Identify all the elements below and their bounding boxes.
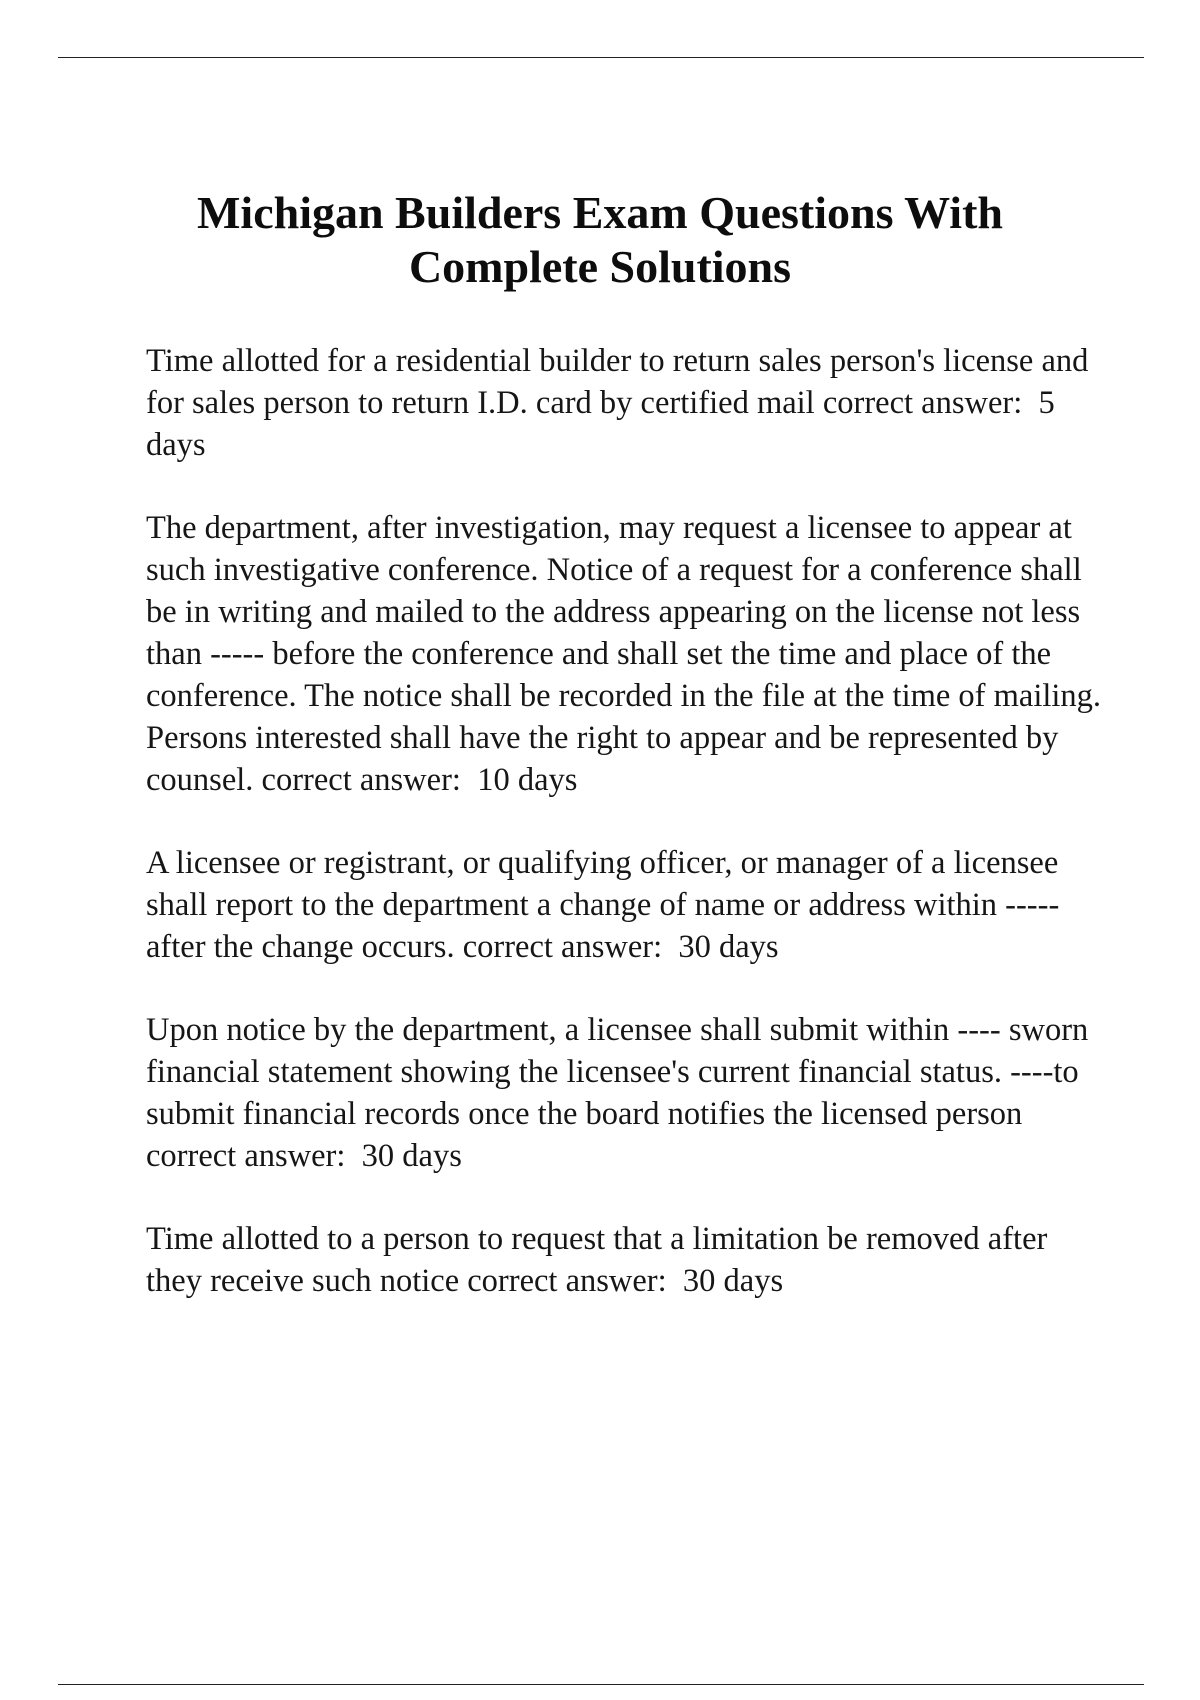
question-text: The department, after investigation, may request a licensee to appear at such investigative conference. Notice of a request for a conference shall be in writing and mailed to the address appearing on the license not less than ----- before the conference and shall set the time and place of the conference. The notice shall be recorded in the file at the time of mailing. Persons interested shall have the right to appear and be represented by counsel. (146, 510, 1102, 798)
answer-label: correct answer: (146, 1138, 346, 1174)
question-item-3 (146, 842, 1106, 968)
question-item-1 (146, 340, 1106, 466)
answer-text: 5 days (146, 385, 1055, 463)
page-title-line-2: Complete Solutions (408, 241, 792, 292)
question-item-4 (146, 1009, 1106, 1177)
answer-label: correct answer: (822, 385, 1023, 421)
answer-text: 10 days (477, 762, 578, 798)
page-title (120, 186, 1080, 294)
bottom-divider (58, 1684, 1144, 1685)
answer-text: 30 days (361, 1138, 462, 1174)
answer-label: correct answer: (462, 929, 663, 965)
question-text: A licensee or registrant, or qualifying officer, or manager of a licensee shall report to the department a change of name or address within -----after the change occurs. (146, 845, 1060, 965)
question-text: Time allotted for a residential builder to return sales person's license and for sales person to return I.D. card by certified mail (146, 343, 1089, 421)
question-list (146, 340, 1106, 1343)
question-text: Upon notice by the department, a licensee shall submit within ---- sworn financial statement showing the licensee's current financial status. ----to submit financial records once the board notifies the licensed person (146, 1012, 1089, 1132)
answer-text: 30 days (678, 929, 779, 965)
top-divider (58, 57, 1144, 58)
answer-label: correct answer: (467, 1263, 667, 1299)
page-title-line-1: Michigan Builders Exam Questions With (197, 187, 1003, 238)
answer-label: correct answer: (261, 762, 461, 798)
question-item-5 (146, 1218, 1106, 1302)
question-item-2 (146, 507, 1106, 801)
question-text: Time allotted to a person to request that a limitation be removed after they receive such notice (146, 1221, 1048, 1299)
answer-text: 30 days (682, 1263, 784, 1299)
